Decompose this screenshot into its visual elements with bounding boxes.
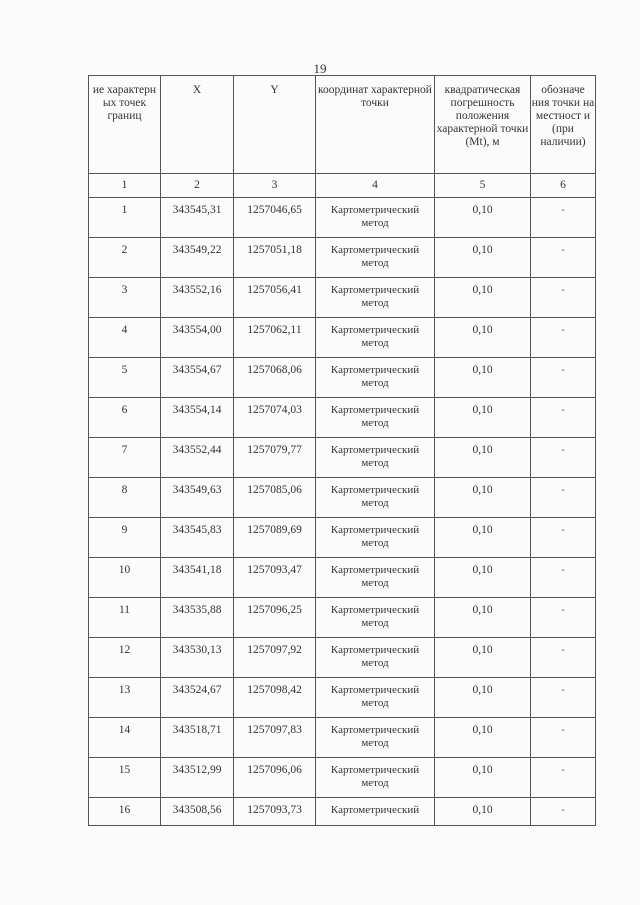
table-row bbox=[89, 518, 596, 558]
cell-mark: - bbox=[531, 438, 596, 478]
cell-mark: - bbox=[531, 638, 596, 678]
cell-y: 1257098,42 bbox=[234, 678, 316, 718]
cell-y: 1257056,41 bbox=[234, 278, 316, 318]
header-y: Y bbox=[234, 76, 316, 174]
cell-method: Картометрический bbox=[316, 798, 435, 826]
cell-method: Картометрический метод bbox=[316, 438, 435, 478]
cell-method: Картометрический метод bbox=[316, 638, 435, 678]
cell-point-number: 14 bbox=[89, 718, 161, 758]
cell-x: 343535,88 bbox=[161, 598, 234, 638]
cell-point-number: 10 bbox=[89, 558, 161, 598]
cell-mark: - bbox=[531, 678, 596, 718]
cell-method: Картометрический метод bbox=[316, 238, 435, 278]
cell-x: 343549,22 bbox=[161, 238, 234, 278]
table-row bbox=[89, 278, 596, 318]
cell-method: Картометрический метод bbox=[316, 678, 435, 718]
cell-point-number: 7 bbox=[89, 438, 161, 478]
cell-error: 0,10 bbox=[435, 718, 531, 758]
cell-error: 0,10 bbox=[435, 678, 531, 718]
table-row bbox=[89, 438, 596, 478]
cell-method: Картометрический метод bbox=[316, 518, 435, 558]
cell-y: 1257051,18 bbox=[234, 238, 316, 278]
cell-mark: - bbox=[531, 358, 596, 398]
cell-x: 343552,44 bbox=[161, 438, 234, 478]
cell-point-number: 8 bbox=[89, 478, 161, 518]
cell-method: Картометрический метод bbox=[316, 358, 435, 398]
cell-mark: - bbox=[531, 478, 596, 518]
cell-y: 1257079,77 bbox=[234, 438, 316, 478]
cell-x: 343518,71 bbox=[161, 718, 234, 758]
cell-error: 0,10 bbox=[435, 398, 531, 438]
cell-method: Картометрический метод bbox=[316, 598, 435, 638]
cell-error: 0,10 bbox=[435, 478, 531, 518]
cell-x: 343512,99 bbox=[161, 758, 234, 798]
column-number: 4 bbox=[316, 174, 435, 198]
column-number: 5 bbox=[435, 174, 531, 198]
cell-point-number: 6 bbox=[89, 398, 161, 438]
table-body bbox=[89, 198, 596, 826]
cell-y: 1257068,06 bbox=[234, 358, 316, 398]
cell-mark: - bbox=[531, 758, 596, 798]
cell-error: 0,10 bbox=[435, 638, 531, 678]
cell-y: 1257074,03 bbox=[234, 398, 316, 438]
cell-y: 1257093,47 bbox=[234, 558, 316, 598]
cell-point-number: 9 bbox=[89, 518, 161, 558]
header-point-number: ие характерн ых точек границ bbox=[89, 76, 161, 174]
cell-error: 0,10 bbox=[435, 318, 531, 358]
cell-mark: - bbox=[531, 198, 596, 238]
table-row bbox=[89, 478, 596, 518]
cell-y: 1257062,11 bbox=[234, 318, 316, 358]
header-method: координат характерной точки bbox=[316, 76, 435, 174]
header-mark: обозначе ния точки на местност и (при наличии) bbox=[531, 76, 596, 174]
table-row bbox=[89, 598, 596, 638]
column-number: 2 bbox=[161, 174, 234, 198]
cell-method: Картометрический метод bbox=[316, 478, 435, 518]
cell-method: Картометрический метод bbox=[316, 718, 435, 758]
table-row bbox=[89, 198, 596, 238]
cell-x: 343552,16 bbox=[161, 278, 234, 318]
cell-error: 0,10 bbox=[435, 278, 531, 318]
cell-error: 0,10 bbox=[435, 358, 531, 398]
cell-x: 343554,00 bbox=[161, 318, 234, 358]
cell-method: Картометрический метод bbox=[316, 758, 435, 798]
table-row bbox=[89, 358, 596, 398]
column-numbers-row bbox=[89, 174, 596, 198]
cell-x: 343545,83 bbox=[161, 518, 234, 558]
cell-method: Картометрический метод bbox=[316, 198, 435, 238]
cell-method: Картометрический метод bbox=[316, 558, 435, 598]
table-row bbox=[89, 398, 596, 438]
cell-x: 343545,31 bbox=[161, 198, 234, 238]
cell-method: Картометрический метод bbox=[316, 398, 435, 438]
cell-y: 1257093,73 bbox=[234, 798, 316, 826]
cell-x: 343524,67 bbox=[161, 678, 234, 718]
cell-x: 343508,56 bbox=[161, 798, 234, 826]
cell-x: 343530,13 bbox=[161, 638, 234, 678]
cell-error: 0,10 bbox=[435, 798, 531, 826]
cell-y: 1257085,06 bbox=[234, 478, 316, 518]
cell-y: 1257097,92 bbox=[234, 638, 316, 678]
cell-point-number: 15 bbox=[89, 758, 161, 798]
cell-mark: - bbox=[531, 238, 596, 278]
header-error: квадратическая погрешность положения характерной точки (Mt), м bbox=[435, 76, 531, 174]
cell-point-number: 12 bbox=[89, 638, 161, 678]
table-row bbox=[89, 758, 596, 798]
column-number: 1 bbox=[89, 174, 161, 198]
table-row bbox=[89, 718, 596, 758]
cell-mark: - bbox=[531, 518, 596, 558]
header-x: X bbox=[161, 76, 234, 174]
cell-y: 1257097,83 bbox=[234, 718, 316, 758]
column-number: 6 bbox=[531, 174, 596, 198]
cell-x: 343554,14 bbox=[161, 398, 234, 438]
cell-mark: - bbox=[531, 278, 596, 318]
cell-error: 0,10 bbox=[435, 558, 531, 598]
column-number: 3 bbox=[234, 174, 316, 198]
cell-point-number: 4 bbox=[89, 318, 161, 358]
table-row bbox=[89, 678, 596, 718]
cell-y: 1257046,65 bbox=[234, 198, 316, 238]
cell-mark: - bbox=[531, 558, 596, 598]
cell-x: 343549,63 bbox=[161, 478, 234, 518]
cell-mark: - bbox=[531, 598, 596, 638]
cell-method: Картометрический метод bbox=[316, 318, 435, 358]
cell-error: 0,10 bbox=[435, 758, 531, 798]
page-number: 19 bbox=[313, 61, 327, 76]
cell-error: 0,10 bbox=[435, 198, 531, 238]
cell-point-number: 3 bbox=[89, 278, 161, 318]
cell-error: 0,10 bbox=[435, 598, 531, 638]
cell-mark: - bbox=[531, 798, 596, 826]
cell-error: 0,10 bbox=[435, 518, 531, 558]
cell-point-number: 2 bbox=[89, 238, 161, 278]
cell-point-number: 11 bbox=[89, 598, 161, 638]
cell-mark: - bbox=[531, 398, 596, 438]
table-row bbox=[89, 638, 596, 678]
cell-y: 1257096,06 bbox=[234, 758, 316, 798]
coordinates-table bbox=[88, 75, 596, 826]
cell-mark: - bbox=[531, 318, 596, 358]
table-row bbox=[89, 318, 596, 358]
cell-point-number: 5 bbox=[89, 358, 161, 398]
cell-y: 1257096,25 bbox=[234, 598, 316, 638]
cell-y: 1257089,69 bbox=[234, 518, 316, 558]
cell-x: 343554,67 bbox=[161, 358, 234, 398]
table-row bbox=[89, 798, 596, 826]
table-header-row bbox=[89, 76, 596, 174]
cell-point-number: 1 bbox=[89, 198, 161, 238]
cell-mark: - bbox=[531, 718, 596, 758]
cell-x: 343541,18 bbox=[161, 558, 234, 598]
table-row bbox=[89, 238, 596, 278]
cell-method: Картометрический метод bbox=[316, 278, 435, 318]
cell-error: 0,10 bbox=[435, 238, 531, 278]
table-row bbox=[89, 558, 596, 598]
cell-error: 0,10 bbox=[435, 438, 531, 478]
cell-point-number: 13 bbox=[89, 678, 161, 718]
cell-point-number: 16 bbox=[89, 798, 161, 826]
